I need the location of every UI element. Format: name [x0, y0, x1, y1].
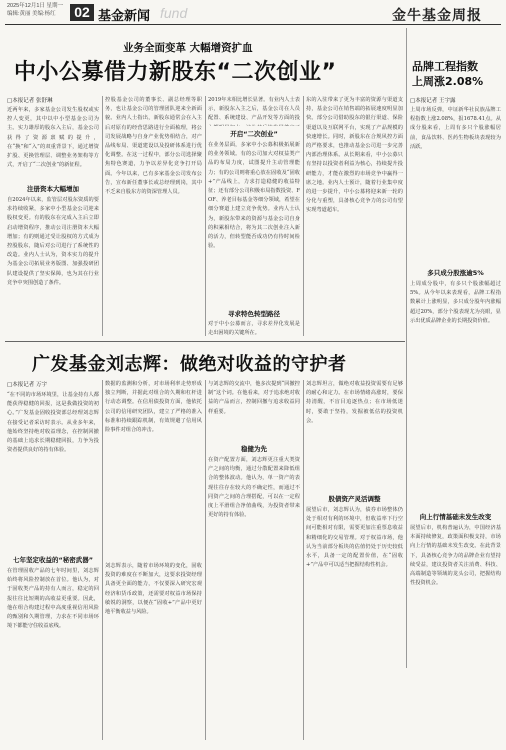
lead-col3-text: 2019年末相比增长显著。有业内人士表示，新股东入主之后，基金公司在人员配置、系统建设、产品开发等方面的投 — [208, 97, 300, 122]
bottom-col1-text2: 在管理固收产品的七年时间里，刘志辉始终将风险控制放在首位。他认为，对于固收类产品的持有人而言，稳定的回报往往比短期的高收益更重要。因此，他在组合构建过程中高度重视信用风险的甄别和久期管理，力求在不同市场环境下都能守住收益底线。 — [7, 568, 99, 630]
lead-col4-text: 东的入驻带来了更为丰富的资源与渠道支持，基金公司在销售端的拓展速度明显加快。部分公司借助股东的银行渠道、保险渠道以及互联网平台，实现了产品规模的快速增长。同时，新股东在合规风控方面的严格要求，也推动基金公司进一步完善内部治理体系。从长期来看，中小公募只有坚持以投资者利益为核心，持续提升投研能力，才能在激烈的市场竞争中赢得一席之地。业内人士预计，随着行业集中度的进一步提升，中小公募将迎来新一轮的分化与重塑，具备核心竞争力的公司有望实现弯道超车。 — [306, 97, 403, 214]
side-headline-line2: 上周涨2.08% — [412, 75, 484, 88]
section-watermark: fund — [160, 5, 188, 21]
column-rule — [303, 380, 304, 740]
bottom-col2-text2: 刘志辉表示，随着市场环境的变化，固收投资的难度在不断加大，这要求投资经理具备更全面的能力，不仅要深入研究宏观经济和货币政策，还需要对权益市场保持敏锐的洞察，以便在“固收+”产品中更好地平衡收益与风险。 — [105, 563, 202, 616]
lead-byline: □本报记者 张舒琳 — [7, 98, 53, 104]
lead-kicker: 业务全面变革 大幅增资扩血 — [123, 42, 253, 54]
bottom-col3-text: 与刘志辉的交流中，他多次提到“回撤控制”这个词。在他看来，对于追求绝对收益的产品而言，控制回撤与追求收益同样重要。 — [208, 381, 300, 415]
column-rule — [102, 380, 103, 740]
section-number: 02 — [70, 4, 94, 21]
lead-col3-text3: 对于中小公募而言，寻求差异化发展是走出困境的关键所在。 — [208, 321, 300, 336]
bottom-col2-text: 数据的监测和分析，对市场利率走势形成独立判断，并据此对组合的久期和杠杆进行动态调整。在信用债投资方面，他依托公司的信用研究团队，建立了严格的准入标准和持续跟踪机制，有效规避了信用风险事件对组合的冲击。 — [105, 381, 202, 434]
column-rule — [205, 96, 206, 336]
section-divider — [5, 341, 405, 342]
column-rule — [205, 380, 206, 740]
side-text: 上周市场反弹，中证新华社民族品牌工程指数上涨2.08%，报1678.41点。从成分股来看，上周有多只个股涨幅居前，食品饮料、医药生物板块表现较为活跃。 — [410, 107, 501, 150]
issue-date: 2025年12月1日 星期一 — [7, 3, 63, 9]
bottom-col1-text: “在不同的市场环境里，让基金持有人都能获得稳健的回报，这是我做投资的初心。”广发基金固收投资部总经理刘志辉在接受记者采访时表示。从业多年来，他始终坚持绝对收益理念，在控制回撤的基础上追求长期稳健回报，力争为投资者提供良好的持有体验。 — [7, 392, 99, 454]
side-text2: 上周成分股中，有多只个股涨幅超过5%。从今年以来表现看，品牌工程指数累计上涨明显，多只成分股年内涨幅超过20%，部分个股表现尤为亮眼，显示出优质品牌企业的长期投资价值。 — [410, 281, 501, 324]
side-byline: □本报记者 王宇露 — [410, 98, 456, 104]
bottom-byline: □本报记者 万宇 — [7, 382, 47, 388]
side-subhead-1: 多只成分股涨逾5% — [427, 269, 484, 277]
lead-subhead-3: 寻求特色转型路径 — [228, 310, 280, 318]
editor-credits: 编辑:黄丽 美编:杨红 — [7, 11, 56, 17]
lead-col1-text: 近两年来，多家基金公司发生股权或实控人变更，其中以中小型基金公司为主。实力雄厚的股东入主后，基金公司获得了资源禀赋的提升，在“换”和“入”的双重背景下，通过增资扩股、更换管理层、调整业务架构等方式，开启了“二次创业”的新征程。 — [7, 107, 99, 169]
section-title: 基金新闻 — [98, 9, 151, 24]
bottom-subhead-3: 股债资产灵活调整 — [328, 495, 381, 503]
bottom-subhead-2: 稳健为先 — [241, 445, 267, 453]
side-headline-line1: 品牌工程指数 — [412, 60, 478, 73]
side-column-rule — [406, 28, 407, 668]
bottom-subhead-1: 七年坚定收益的“秘密武器” — [12, 556, 94, 564]
column-rule — [303, 96, 304, 336]
column-rule — [102, 96, 103, 336]
masthead-rule — [5, 24, 501, 25]
lead-col2-text: 控股基金公司的董事长、副总经理等职务，也让基金公司的管理团队迎来全新面貌。业内人士指出，新股东通常会在入主后对原有的经营思路进行全面梳理，将公司发展战略与自身产业优势相结合，对产品线布局、渠道建设以及投研体系进行优化调整。在这一过程中，部分公司选择聚焦特色赛道，力争以差异化竞争打开局面。今年以来，已有多家基金公司发布公告，宣布新任董事长或总经理到岗，其中不乏来自股东方的资深管理人员。 — [105, 97, 202, 196]
paper-name: 金牛基金周报 — [392, 8, 482, 24]
bottom-col4-text2: 展望后市，刘志辉认为，债券市场整体仍处于相对有利的环境中，但收益率下行空间可能相对有限，需要更加注重票息收益和精细化的交易管理。对于权益市场，他认为当前部分板块的估值仍处于历史较低水平，具备一定的配置价值，在“固收+”产品中可以适当把握结构性机会。 — [306, 507, 403, 569]
bottom-col3-text2: 在资产配置方面，刘志辉更注重大类资产之间的均衡，通过分散配置来降低组合的整体波动。他认为，单一资产的表现往往存在较大的不确定性，而通过不同资产之间的合理搭配，可以在一定程度上平滑组合净值曲线，为投资者带来更好的持有体验。 — [208, 457, 300, 519]
lead-col3-text2: 在业务层面，多家中小公募积极拓展新的业务领域。有的公司加大对权益类产品的布局力度，试图提升主动管理能力；有的公司则将重心放在固收及“固收+”产品线上，力求打造稳健的收益特征；还有部分公司积极布局指数投资、FOF、养老目标基金等细分领域，希望在细分赛道上建立竞争优势。业内人士认为，新股东带来的资源与基金公司自身的积累相结合，将为其二次创业注入新的活力，但转型能否成功仍有待时间检验。 — [208, 142, 300, 250]
lead-headline: 中小公募借力新股东“二次创业” — [14, 60, 337, 85]
lead-subhead-2: 开启“二次创业” — [230, 130, 278, 138]
lead-subhead-1: 注册资本大幅增加 — [27, 185, 79, 193]
bottom-headline: 广发基金刘志辉：做绝对收益的守护者 — [32, 354, 347, 375]
lead-col1-text2: 自2024年以来，监管层对股东资质的要求持续收紧，多家中小型基金公司迎来股权变更。有的股东在完成入主后立即启动增资程序，推动公司注册资本大幅增加；有的则通过受让股权的方式成为控股股东，随后对公司进行了系统性的改造。业内人士认为，资本实力的提升为基金公司拓展业务版图、加强投研团队建设提供了坚实保障，也为其在行业竞争中突围创造了条件。 — [7, 197, 99, 286]
side-subhead-2: 向上行情基础未发生改变 — [419, 513, 492, 521]
side-text3: 展望后市，机构普遍认为，中国经济基本面持续修复，政策面积极支持，市场向上行情的基础未发生改变。在此背景下，具备核心竞争力的品牌企业有望持续受益，建议投资者关注消费、科技、高端制造等领域的龙头公司，把握结构性投资机会。 — [410, 525, 501, 587]
bottom-col4-text: 刘志辉坦言，做绝对收益投资需要有足够的耐心和定力。在市场情绪高涨时，要保持清醒，不盲目追逐热点；在市场低迷时，要敢于坚持，发掘被低估的投资机会。 — [306, 381, 403, 424]
